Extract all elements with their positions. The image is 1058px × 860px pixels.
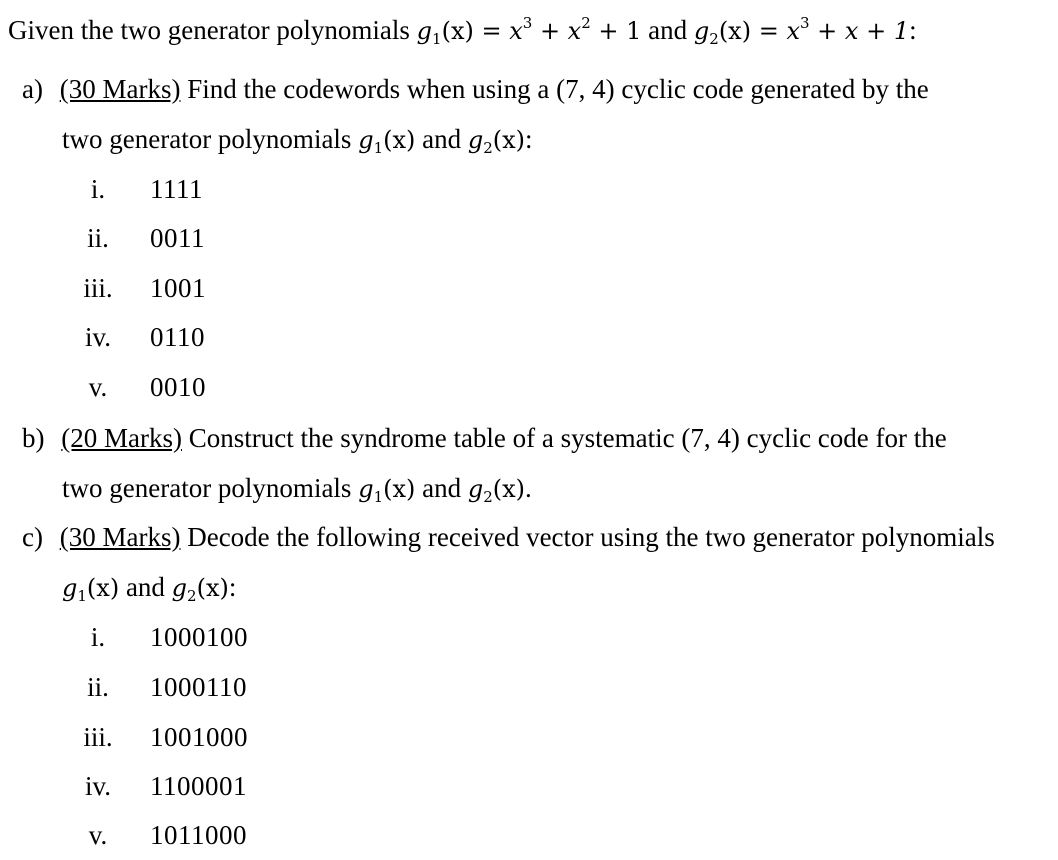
part-b-marks: (20 Marks) (61, 423, 182, 453)
intro-and: and (641, 15, 694, 45)
part-b-text-1: Construct the syndrome table of a systematic (7, 4) cyclic code for the (181, 423, 947, 453)
part-c-end: : (228, 572, 237, 602)
part-c-text-1: Decode the following received vector using the two generator polynomials (180, 522, 995, 552)
g1-polynomial: $g_1(x) = x^3 + x^2 + 1$ (416, 14, 642, 48)
intro-end: : (909, 15, 917, 45)
part-b-line-2 (62, 471, 532, 514)
part-c-g2: $g_2(x)$ (171, 574, 229, 605)
part-a-marks: (30 Marks) (59, 74, 181, 104)
part-a-and: and (415, 124, 468, 154)
item-value: 1000100 (150, 622, 248, 652)
item-value: 1000110 (150, 672, 247, 702)
item-number: iv. (85, 771, 111, 801)
part-a-g2: $g_2(x)$ (467, 126, 526, 157)
part-b-g1: $g_1(x)$ (358, 475, 416, 506)
item-number: iii. (83, 722, 113, 752)
item-number: iii. (83, 273, 113, 303)
part-a-line-2 (62, 122, 533, 165)
part-c-line-1 (22, 520, 995, 554)
g2-polynomial: $g_2(x) = x^3 + x + 1$ (693, 14, 910, 48)
item-value: 1100001 (150, 771, 247, 801)
item-number: v. (88, 372, 108, 402)
part-c-g1: $g_1(x)$ (62, 574, 120, 605)
part-a-letter: a) (22, 74, 43, 104)
part-a-end: : (525, 124, 533, 154)
item-number: ii. (87, 672, 109, 702)
part-b-end: . (525, 473, 532, 503)
part-c-and: and (119, 572, 172, 602)
item-value: 0110 (150, 322, 205, 352)
item-value: 1001 (150, 273, 206, 303)
intro-lead: Given the two generator polynomials (8, 15, 410, 45)
part-c-marks: (30 Marks) (59, 522, 181, 552)
part-b-g2: $g_2(x)$ (467, 475, 526, 506)
part-a-text-1: Find the codewords when using a (7, 4) cyclic code generated by the (180, 74, 929, 104)
item-value: 0010 (150, 372, 206, 402)
item-value: 1111 (150, 174, 203, 204)
part-b-line-1 (22, 421, 947, 455)
item-number: v. (88, 820, 108, 850)
item-value: 1011000 (150, 820, 247, 850)
part-a-text-2: two generator polynomials (62, 124, 359, 154)
item-value: 1001000 (150, 722, 248, 752)
part-b-text-2: two generator polynomials (62, 473, 359, 503)
item-number: iv. (85, 322, 111, 352)
part-b-letter: b) (22, 423, 45, 453)
item-number: ii. (87, 223, 109, 253)
intro-line (8, 6, 917, 56)
part-a-line-1 (22, 72, 929, 106)
item-number: i. (90, 622, 106, 652)
item-value: 0011 (150, 223, 205, 253)
part-c-letter: c) (22, 522, 43, 552)
part-b-and: and (415, 473, 468, 503)
item-number: i. (90, 174, 106, 204)
part-c-line-2 (62, 570, 236, 613)
part-a-g1: $g_1(x)$ (358, 126, 416, 157)
